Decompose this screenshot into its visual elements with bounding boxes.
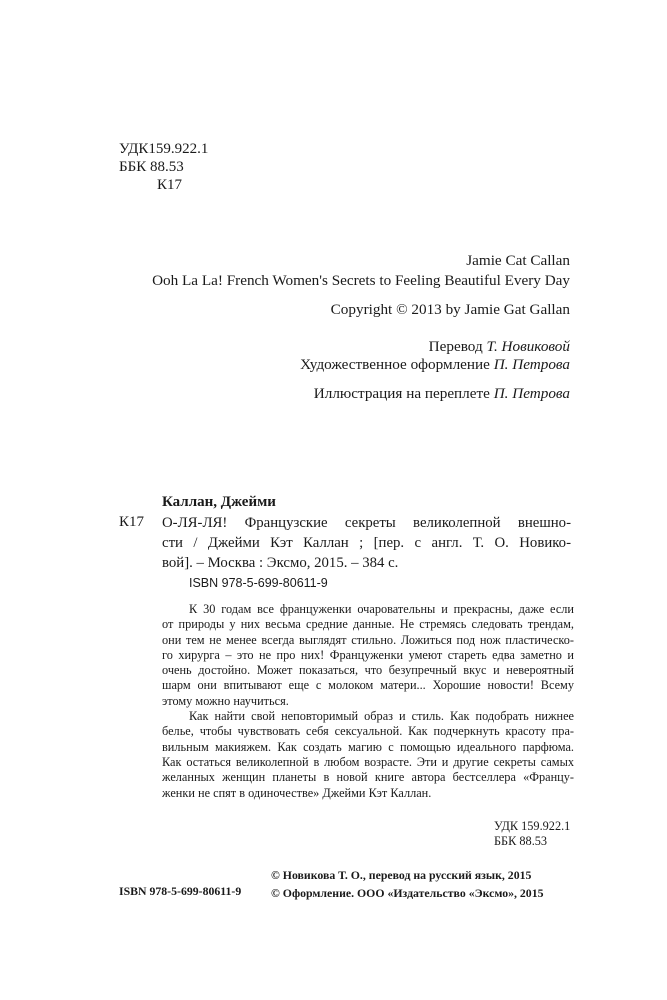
annotation-line: го хирурга – это не про них! Француженки умеют стареть едва заметно и [162, 647, 574, 662]
bibliography-author: Каллан, Джейми [162, 494, 276, 510]
bibliography-line: О-ЛЯ-ЛЯ! Французские секреты великолепной внешно- [162, 515, 571, 531]
original-title: Ooh La La! French Women's Secrets to Feeling Beautiful Every Day [152, 272, 570, 289]
design-credit [300, 356, 570, 374]
footer-isbn: ISBN 978-5-699-80611-9 [119, 884, 242, 898]
udk-code-small: УДК 159.922.1 [494, 819, 571, 833]
cover-credit [314, 385, 570, 403]
bibliography-line: сти / Джейми Кэт Каллан ; [пер. с англ. Т. О. Новико- [162, 535, 571, 551]
translation-label: Перевод [428, 338, 487, 355]
annotation-line: Как найти свой неповторимый образ и стиль. Как подобрать нижнее [189, 709, 574, 724]
design-label: Художественное оформление [300, 356, 494, 373]
annotation-paragraph [162, 709, 574, 801]
annotation-line: Как остаться великолепной в любом возрасте. Эти и другие секреты самых [162, 754, 574, 769]
udk-code: УДК159.922.1 [119, 141, 209, 157]
copyright-lines [271, 866, 544, 902]
annotation-line: очень достойно. Может показаться, что безупречный вкус и невероятный [162, 663, 574, 678]
copyright-translation: © Новикова Т. О., перевод на русский язык, 2015 [271, 868, 532, 882]
translation-credit [429, 338, 570, 356]
bibliography-line: вой]. – Москва : Эксмо, 2015. – 384 с. [162, 555, 399, 571]
annotation-paragraph [162, 602, 574, 709]
annotation-line: белье, чтобы чувствовать себя сексуальной. Как подчеркнуть красоту пра- [162, 724, 574, 739]
annotation-line: женки не спят в одиночестве» Джейми Кэт Каллан. [162, 785, 432, 800]
classification-small [494, 819, 570, 849]
classification-block [119, 140, 208, 194]
annotation-line: К 30 годам все француженки очаровательны и прекрасны, даже если [189, 602, 574, 616]
annotation-line: вильным макияжем. Как создать магию с помощью идеального парфюма. [162, 739, 574, 754]
cover-label: Иллюстрация на переплете [313, 385, 494, 402]
annotation-line: они тем не менее всегда выглядят стильно. Ложиться под нож пластическо- [162, 632, 574, 647]
bibliography-isbn: ISBN 978-5-699-80611-9 [189, 576, 328, 590]
translator-name: Т. Новиковой [486, 338, 570, 355]
annotation-line: шарм они впитывают еще с молоком матери... Хорошие новости! Всему [162, 678, 574, 693]
designer-name: П. Петрова [493, 356, 570, 373]
annotation-line: желанных женщин планеты в новой книге автора бестселлера «Францу- [162, 770, 574, 785]
bbk-code-small: ББК 88.53 [494, 834, 548, 848]
original-author: Jamie Cat Callan [466, 252, 570, 269]
original-copyright: Copyright © 2013 by Jamie Gat Gallan [330, 301, 570, 318]
annotation [162, 602, 574, 801]
bbk-code: ББК 88.53 [119, 159, 184, 175]
cover-artist-name: П. Петрова [493, 385, 570, 402]
bibliography-code: К17 [119, 514, 145, 530]
annotation-line: этому можно научиться. [162, 693, 289, 708]
bibliography-description [162, 513, 571, 573]
author-mark: К17 [157, 177, 183, 193]
copyright-design: © Оформление. ООО «Издательство «Эксмо», 2015 [271, 886, 544, 900]
annotation-line: от природы у них весьма средние данные. Не стремясь следовать трендам, [162, 617, 574, 632]
